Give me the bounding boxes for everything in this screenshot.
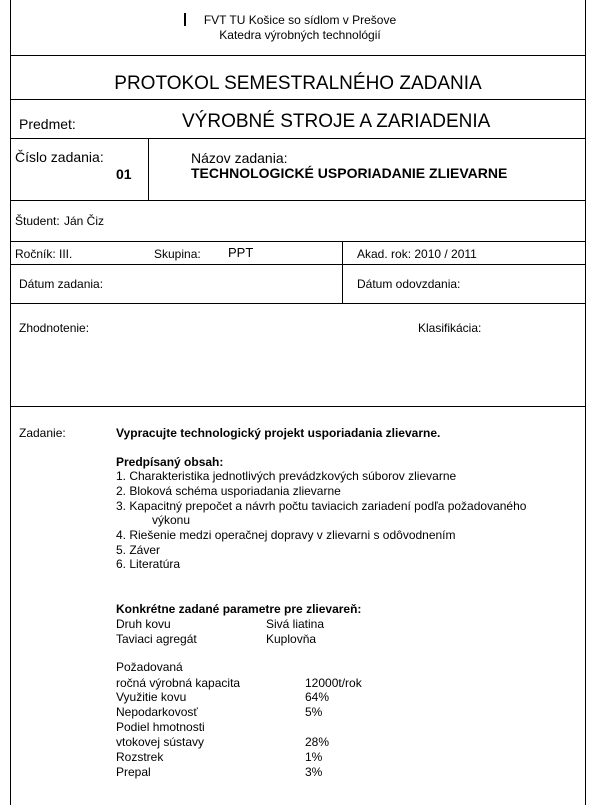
assignment-name-label: Názov zadania: [191,150,288,166]
left-border [10,0,11,805]
param-value: Kuplovňa [266,632,317,646]
task-title: Vypracujte technologický projekt usporiadania zlievarne. [116,426,441,440]
student-name: Ján Čiz [64,214,105,228]
list-item: 6. Literatúra [116,557,181,571]
required-value: 1% [305,750,323,764]
required-label: Využitie kovu [116,690,187,704]
divider [342,241,343,303]
param-label: Taviaci agregát [116,632,197,646]
evaluation-label: Zhodnotenie: [19,321,90,335]
subject-label: Predmet: [19,116,76,132]
required-heading: Požadovaná [116,660,183,674]
divider [10,200,586,201]
list-item: 1. Charakteristika jednotlivých prevádzkových súborov zlievarne [116,469,457,483]
classification-label: Klasifikácia: [418,321,482,335]
required-value: 28% [305,735,330,749]
assignment-number-value: 01 [116,166,132,182]
divider [10,241,586,242]
param-value: Sivá liatina [266,617,325,631]
content-heading: Predpísaný obsah: [116,455,224,469]
list-item: 4. Riešenie medzi operačnej dopravy v zlievarni s odôvodnením [116,528,456,542]
header-department: Katedra výrobných technológií [219,28,381,42]
required-label: Nepodarkovosť [116,705,198,719]
required-value: 5% [305,705,323,719]
divider [10,138,586,139]
required-value: 3% [305,765,323,779]
group-value: PPT [228,245,254,260]
param-label: Druh kovu [116,617,171,631]
assignment-number-label: Číslo zadania: [15,149,104,165]
year-label: Ročník: III. [15,247,73,261]
list-item: výkonu [152,513,191,527]
task-label: Zadanie: [19,426,66,440]
right-border [585,0,586,805]
required-label: Prepal [116,765,151,779]
assignment-name-value: TECHNOLOGICKÉ USPORIADANIE ZLIEVARNE [191,165,508,181]
required-label: ročná výrobná kapacita [116,676,241,690]
required-label: Rozstrek [116,750,164,764]
student-label: Študent: [15,214,60,228]
header-faculty: FVT TU Košice so sídlom v Prešove [203,13,397,27]
divider [10,99,586,100]
protocol-title: PROTOKOL SEMESTRALNÉHO ZADANIA [114,73,482,94]
list-item: 5. Záver [116,543,161,557]
group-label: Skupina: [154,247,201,261]
required-label: vtokovej sústavy [116,735,205,749]
date-submitted-label: Dátum odovzdania: [357,277,461,291]
list-item: 3. Kapacitný prepočet a návrh počtu taviacich zariadení podľa požadovaného [116,499,527,513]
required-value: 64% [305,690,330,704]
divider [10,406,586,407]
date-assigned-label: Dátum zadania: [19,277,104,291]
params-heading: Konkrétne zadané parametre pre zlievareň: [116,602,362,616]
divider [10,303,586,304]
divider [10,55,586,56]
divider [10,264,586,265]
academic-year: Akad. rok: 2010 / 2011 [357,247,477,261]
required-value: 12000t/rok [305,676,362,690]
divider [148,138,149,200]
subject-value: VÝROBNÉ STROJE A ZARIADENIA [182,111,491,132]
list-item: 2. Bloková schéma usporiadania zlievarne [116,484,341,498]
required-label: Podiel hmotnosti [116,720,205,734]
